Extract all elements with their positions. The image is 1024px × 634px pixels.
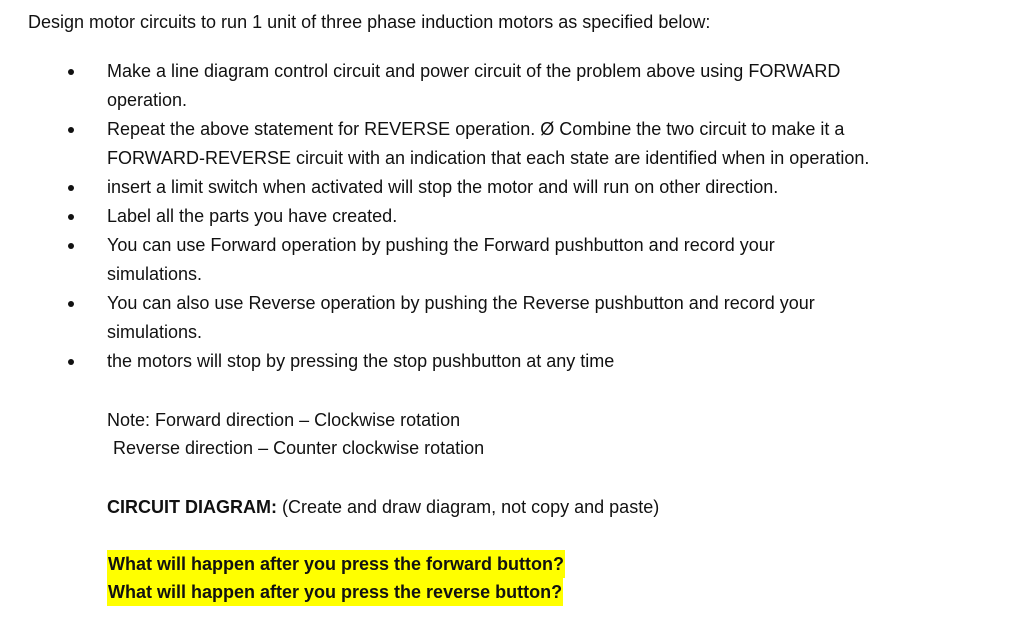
list-item <box>0 173 1024 202</box>
bullet-icon <box>68 185 74 191</box>
list-item-line: simulations. <box>107 264 203 284</box>
list-item <box>0 231 1024 289</box>
list-item <box>0 289 1024 347</box>
list-item-line: insert a limit switch when activated will stop the motor and will run on other direction. <box>107 177 779 197</box>
bullet-icon <box>68 127 74 133</box>
list-item-line: Make a line diagram control circuit and power circuit of the problem above using FORWARD <box>107 61 841 81</box>
note-line-forward: Note: Forward direction – Clockwise rotation <box>107 410 461 430</box>
list-item-line: simulations. <box>107 322 203 342</box>
list-item-line: You can use Forward operation by pushing the Forward pushbutton and record your <box>107 235 775 255</box>
question-row <box>107 578 565 606</box>
list-item-line: Repeat the above statement for REVERSE operation. Ø Combine the two circuit to make it a <box>107 119 845 139</box>
circuit-diagram-instruction <box>107 493 659 521</box>
intro-text: Design motor circuits to run 1 unit of three phase induction motors as specified below: <box>28 12 711 32</box>
note-line-reverse: Reverse direction – Counter clockwise rotation <box>113 438 485 458</box>
list-item-line: FORWARD-REVERSE circuit with an indication that each state are identified when in operation. <box>107 148 870 168</box>
highlighted-questions <box>107 550 565 606</box>
bullet-icon <box>68 359 74 365</box>
circuit-diagram-text: (Create and draw diagram, not copy and paste) <box>276 497 660 517</box>
requirements-list <box>0 57 1024 376</box>
direction-note <box>107 406 484 462</box>
question-forward: What will happen after you press the forward button? <box>107 550 565 578</box>
list-item <box>0 57 1024 115</box>
bullet-icon <box>68 243 74 249</box>
list-item <box>0 202 1024 231</box>
bullet-icon <box>68 69 74 75</box>
list-item-line: operation. <box>107 90 188 110</box>
list-item <box>0 347 1024 376</box>
list-item <box>0 115 1024 173</box>
question-reverse: What will happen after you press the reverse button? <box>107 578 563 606</box>
list-item-line: the motors will stop by pressing the stop pushbutton at any time <box>107 351 615 371</box>
circuit-diagram-label: CIRCUIT DIAGRAM: <box>107 497 277 517</box>
bullet-icon <box>68 214 74 220</box>
bullet-icon <box>68 301 74 307</box>
question-row <box>107 550 565 578</box>
list-item-line: You can also use Reverse operation by pushing the Reverse pushbutton and record your <box>107 293 815 313</box>
list-item-line: Label all the parts you have created. <box>107 206 398 226</box>
